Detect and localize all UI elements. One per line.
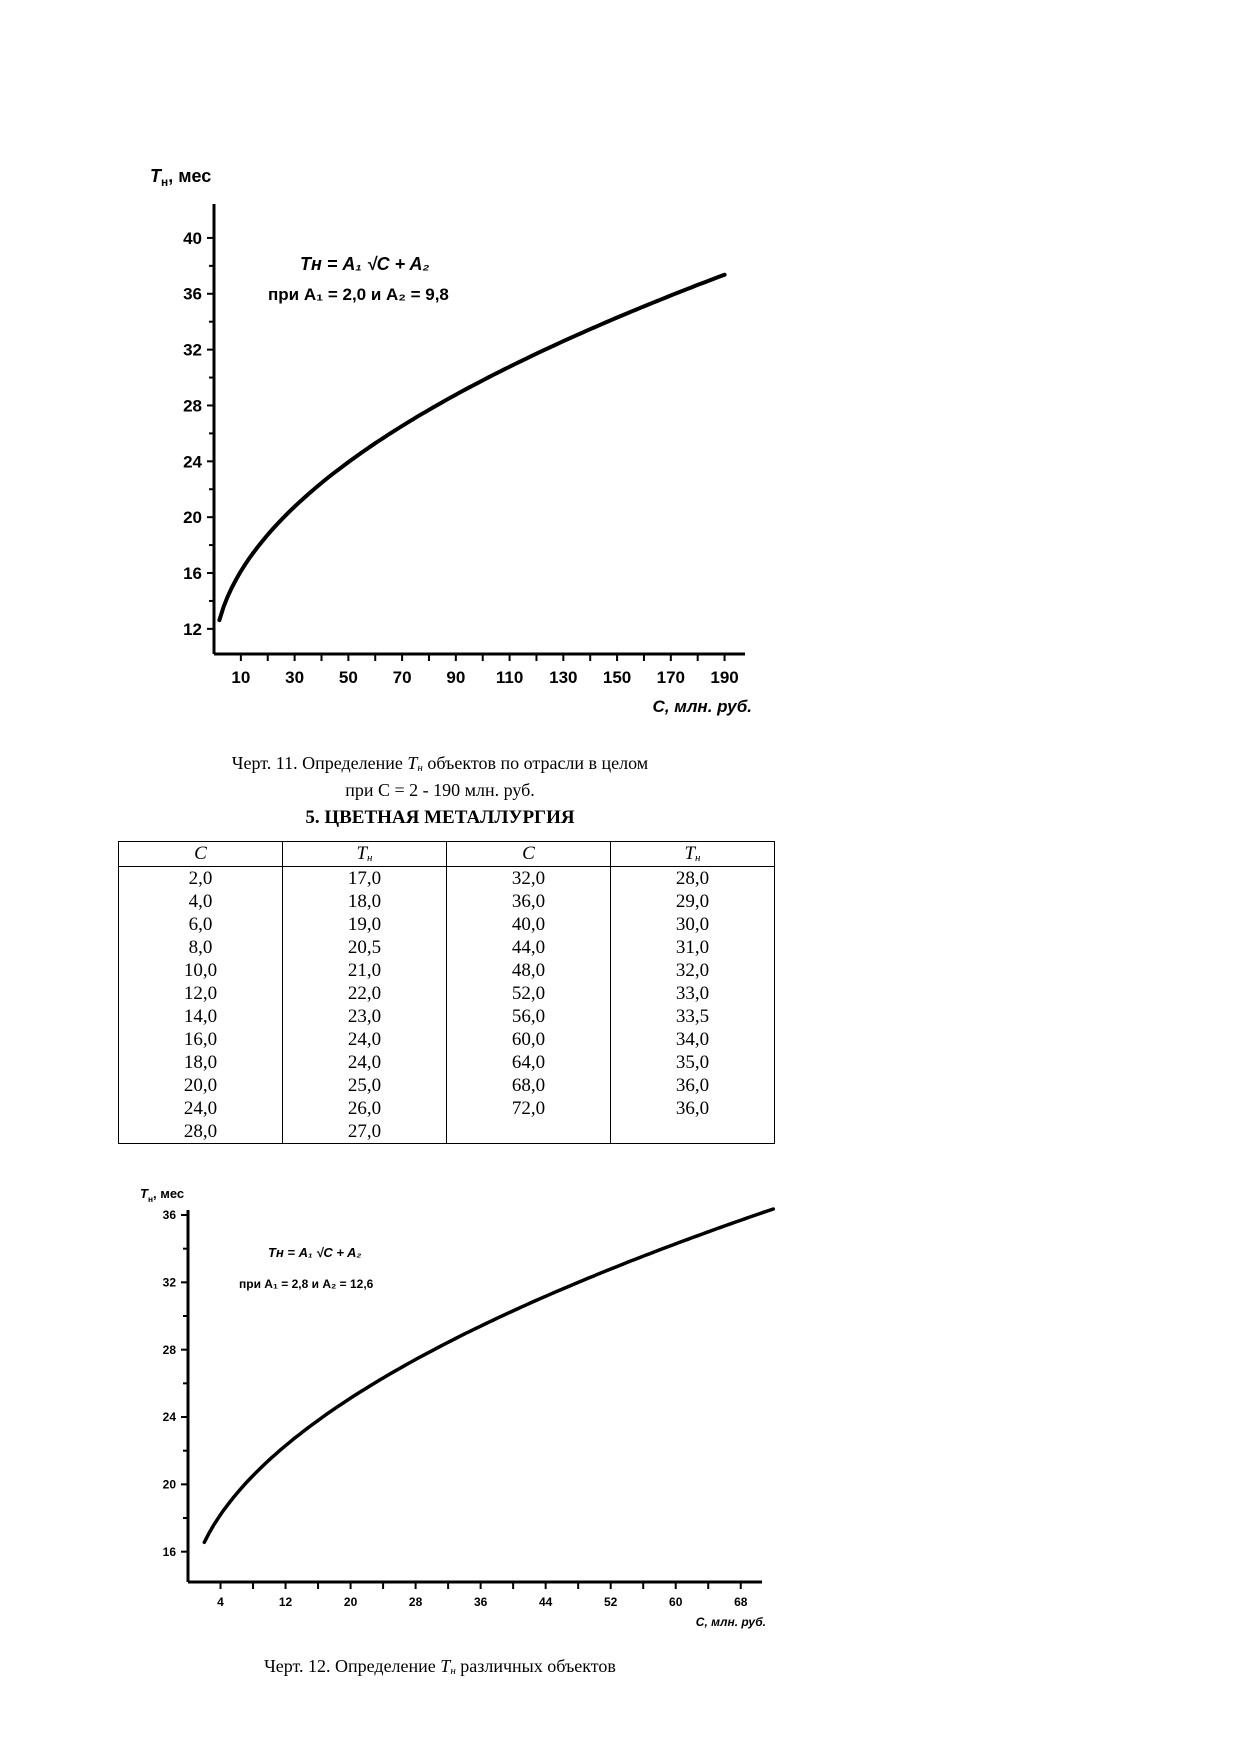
formula-parameters: при A₁ = 2,8 и A₂ = 12,6: [239, 1277, 374, 1291]
table-cell: 18,0: [119, 1051, 283, 1074]
data-table: [118, 841, 775, 1144]
table-row: [119, 1097, 775, 1120]
chart-11-caption-line1: Черт. 11. Определение Tн объектов по отрасли в целом: [231, 753, 649, 774]
x-axis-label: C, млн. руб.: [652, 697, 752, 716]
section-title: 5. ЦВЕТНАЯ МЕТАЛЛУРГИЯ: [305, 807, 575, 828]
x-tick-label: 20: [343, 1595, 358, 1609]
table-cell: 32,0: [447, 867, 611, 891]
table-cell: 20,0: [119, 1074, 283, 1097]
x-tick-label: 60: [669, 1595, 683, 1609]
table-cell: 12,0: [119, 982, 283, 1005]
table-cell: 56,0: [447, 1005, 611, 1028]
table-cell: 30,0: [611, 913, 775, 936]
table-cell: 4,0: [119, 890, 283, 913]
table-cell: 26,0: [283, 1097, 447, 1120]
y-tick-label: 28: [162, 1342, 176, 1357]
x-tick-label: 50: [338, 668, 358, 687]
table-cell: 23,0: [283, 1005, 447, 1028]
x-tick-label: 30: [285, 668, 305, 687]
table-cell: 40,0: [447, 913, 611, 936]
x-tick-label: 52: [604, 1595, 618, 1609]
table-cell: 27,0: [283, 1120, 447, 1144]
col-header-tn-2: Tн: [611, 842, 775, 867]
col-header-c-2: C: [447, 842, 611, 867]
table-row: [119, 913, 775, 936]
table-row: [119, 1028, 775, 1051]
formula-annotation: Tн = A₁ √C + A₂: [268, 1245, 362, 1260]
formula-parameters: при A₁ = 2,0 и A₂ = 9,8: [268, 285, 449, 304]
y-axis-label: $T_н$, мес: [140, 1186, 185, 1204]
y-tick-label: 20: [183, 508, 202, 528]
x-tick-label: 28: [408, 1595, 423, 1609]
table-cell: 21,0: [283, 959, 447, 982]
x-tick-label: 110: [495, 668, 524, 687]
x-axis-label: C, млн. руб.: [695, 1615, 766, 1629]
table-cell: 33,0: [611, 982, 775, 1005]
table-cell: 18,0: [283, 890, 447, 913]
y-tick-label: 36: [162, 1208, 176, 1223]
table-cell: 31,0: [611, 936, 775, 959]
col-header-c-1: C: [119, 842, 283, 867]
table-cell: 28,0: [611, 867, 775, 891]
x-tick-label: 10: [231, 668, 251, 687]
y-tick-label: 16: [183, 563, 202, 583]
x-tick-label: 90: [446, 668, 466, 687]
x-tick-label: 190: [710, 668, 739, 687]
series-line: [219, 275, 724, 620]
x-tick-label: 44: [538, 1595, 553, 1609]
table-cell: 20,5: [283, 936, 447, 959]
table-row: [119, 959, 775, 982]
chart-11-caption: [150, 752, 730, 801]
table-cell: 72,0: [447, 1097, 611, 1120]
table-row: [119, 936, 775, 959]
table-cell: 25,0: [283, 1074, 447, 1097]
table-cell: 64,0: [447, 1051, 611, 1074]
y-tick-label: 20: [162, 1477, 176, 1492]
table-header-row: [119, 842, 775, 867]
table-row: [119, 890, 775, 913]
table-cell: 35,0: [611, 1051, 775, 1074]
table-cell: 19,0: [283, 913, 447, 936]
chart-12: [0, 1170, 1240, 1640]
chart-11-caption-line2: при С = 2 - 190 млн. руб.: [345, 780, 535, 800]
y-axis-label: $T_н$, мес: [150, 166, 212, 189]
table-cell: [447, 1120, 611, 1144]
table-cell: 52,0: [447, 982, 611, 1005]
table-cell: 36,0: [611, 1074, 775, 1097]
table-cell: 32,0: [611, 959, 775, 982]
table-row: [119, 1074, 775, 1097]
table-cell: 28,0: [119, 1120, 283, 1144]
y-tick-label: 24: [162, 1410, 176, 1425]
table-row: [119, 1120, 775, 1144]
table-cell: [611, 1120, 775, 1144]
table-row: [119, 867, 775, 891]
y-tick-label: 32: [162, 1275, 176, 1290]
y-tick-label: 24: [183, 452, 202, 472]
table-cell: 36,0: [611, 1097, 775, 1120]
table-cell: 24,0: [119, 1097, 283, 1120]
y-tick-label: 32: [183, 340, 202, 360]
x-tick-label: 150: [602, 668, 632, 687]
table-cell: 6,0: [119, 913, 283, 936]
y-tick-label: 40: [183, 228, 202, 248]
table-cell: 16,0: [119, 1028, 283, 1051]
x-tick-label: 170: [656, 668, 686, 687]
table-cell: 33,5: [611, 1005, 775, 1028]
table-cell: 24,0: [283, 1051, 447, 1074]
table-cell: 36,0: [447, 890, 611, 913]
table-cell: 24,0: [283, 1028, 447, 1051]
x-tick-label: 130: [549, 668, 578, 687]
x-tick-label: 36: [473, 1595, 488, 1609]
formula-annotation: Tн = A₁ √C + A₂: [300, 254, 430, 274]
x-tick-label: 12: [278, 1595, 293, 1609]
table-cell: 2,0: [119, 867, 283, 891]
x-tick-label: 4: [217, 1595, 224, 1609]
table-cell: 14,0: [119, 1005, 283, 1028]
table-cell: 60,0: [447, 1028, 611, 1051]
x-tick-label: 68: [734, 1595, 748, 1609]
y-tick-label: 36: [183, 284, 202, 304]
table-cell: 17,0: [283, 867, 447, 891]
table-cell: 44,0: [447, 936, 611, 959]
y-tick-label: 28: [183, 396, 202, 416]
col-header-tn-1: Tн: [283, 842, 447, 867]
chart-12-caption: Черт. 12. Определение Tн различных объектов: [264, 1656, 616, 1677]
table-cell: 10,0: [119, 959, 283, 982]
table-row: [119, 1005, 775, 1028]
table-cell: 48,0: [447, 959, 611, 982]
table-cell: 68,0: [447, 1074, 611, 1097]
table-cell: 8,0: [119, 936, 283, 959]
y-tick-label: 16: [162, 1544, 176, 1559]
table-row: [119, 1051, 775, 1074]
chart-11: [0, 0, 1240, 730]
y-tick-label: 12: [183, 619, 202, 639]
table-cell: 34,0: [611, 1028, 775, 1051]
x-tick-label: 70: [392, 668, 412, 687]
table-row: [119, 982, 775, 1005]
table-cell: 22,0: [283, 982, 447, 1005]
table-cell: 29,0: [611, 890, 775, 913]
